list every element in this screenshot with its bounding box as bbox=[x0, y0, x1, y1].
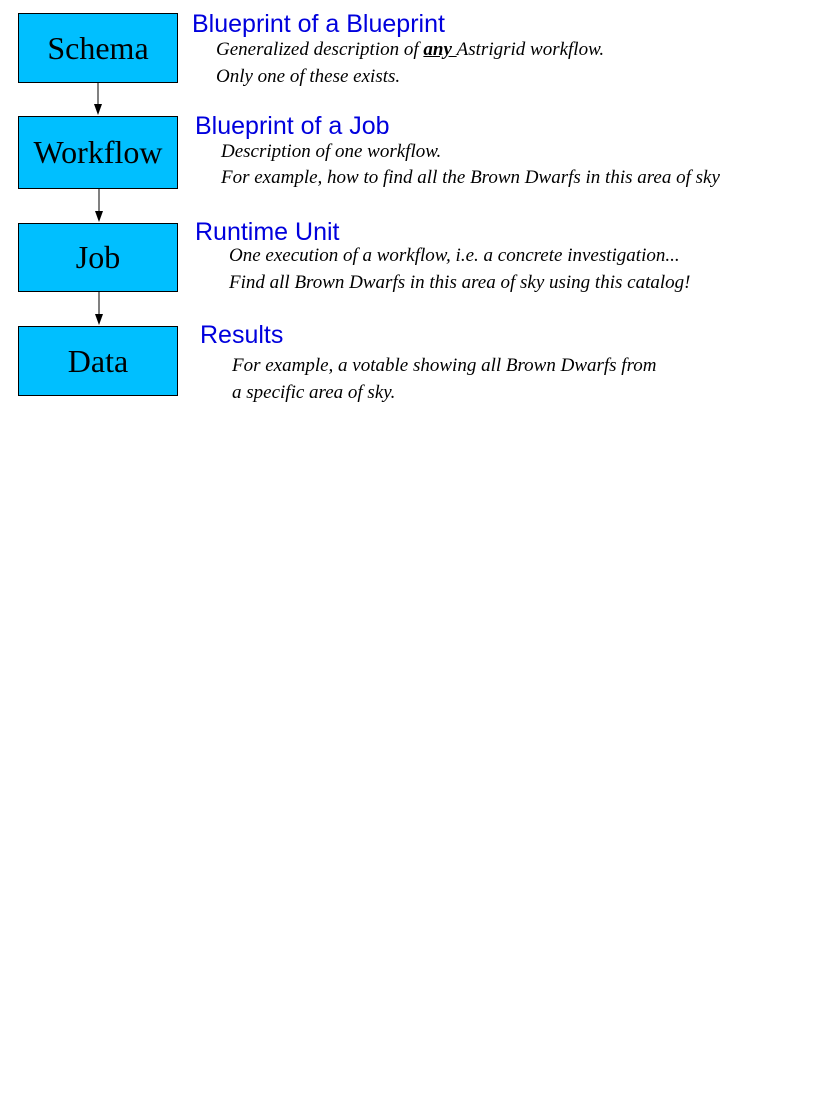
schema-heading: Blueprint of a Blueprint bbox=[192, 10, 445, 38]
arrow-schema-to-workflow bbox=[94, 83, 102, 115]
schema-desc-post: Astrigrid workflow. bbox=[456, 39, 605, 60]
workflow-description-line2: For example, how to find all the Brown Dwarfs in this area of sky bbox=[221, 167, 720, 188]
workflow-heading: Blueprint of a Job bbox=[195, 112, 390, 140]
workflow-description-line1: Description of one workflow. bbox=[221, 141, 442, 162]
job-box bbox=[18, 223, 178, 292]
job-box-label: Job bbox=[75, 239, 121, 275]
data-description-line1: For example, a votable showing all Brown Dwarfs from bbox=[232, 355, 657, 376]
arrow-job-to-data bbox=[95, 292, 103, 325]
schema-box-label: Schema bbox=[47, 29, 149, 66]
data-box-label: Data bbox=[67, 342, 129, 379]
job-description-line2: Find all Brown Dwarfs in this area of sky using this catalog! bbox=[229, 272, 691, 293]
workflow-box-label: Workflow bbox=[33, 134, 163, 170]
schema-description-line2: Only one of these exists. bbox=[216, 66, 401, 87]
job-description-line1: One execution of a workflow, i.e. a concrete investigation... bbox=[229, 245, 680, 266]
data-box bbox=[18, 326, 178, 396]
data-description-line2: a specific area of sky. bbox=[232, 382, 396, 403]
schema-box bbox=[18, 13, 178, 83]
data-heading: Results bbox=[200, 321, 284, 349]
schema-desc-pre: Generalized description of bbox=[216, 39, 424, 60]
workflow-box bbox=[18, 116, 178, 189]
arrow-workflow-to-job bbox=[95, 189, 103, 222]
job-heading: Runtime Unit bbox=[195, 218, 340, 246]
schema-desc-emphasis: any bbox=[423, 39, 457, 60]
schema-description-line1 bbox=[216, 40, 604, 59]
